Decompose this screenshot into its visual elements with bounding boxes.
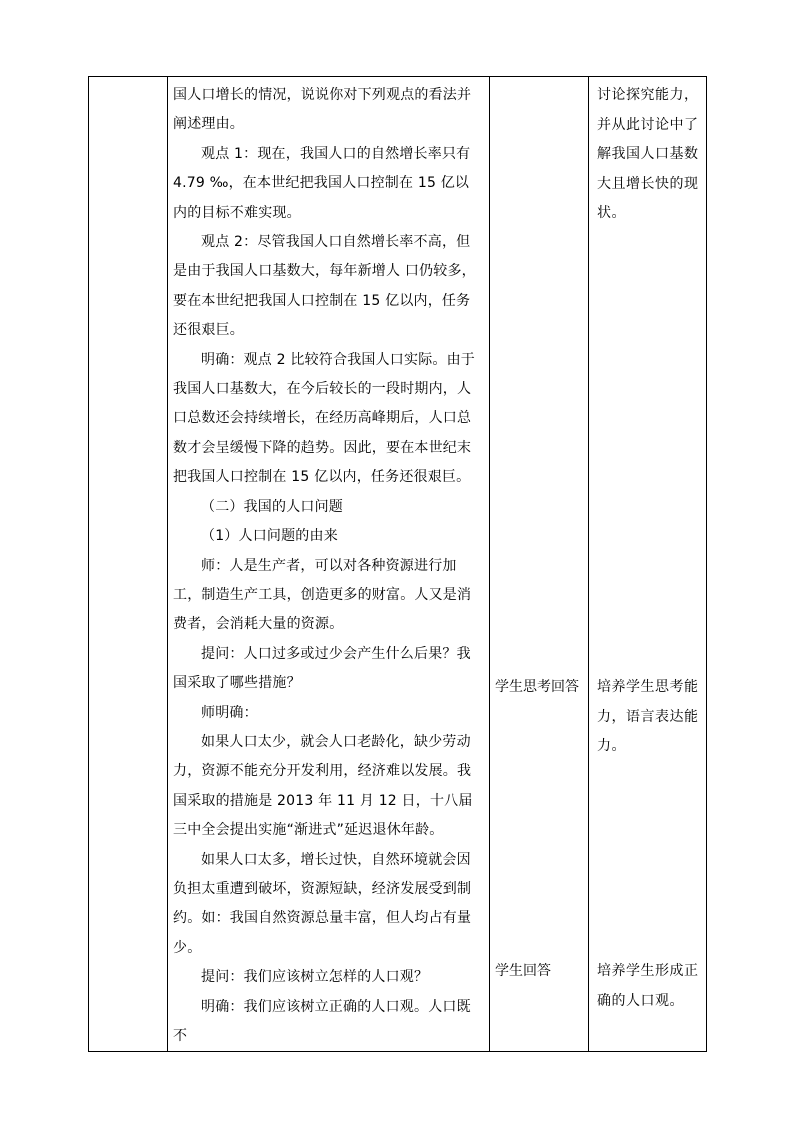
table-row [89,77,707,1052]
content-paragraph: 观点 1：现在，我国人口的自然增长率只有 4.79 ‰，在本世纪把我国人口控制在 15 亿以内的目标不难实现。 [173,145,471,221]
content-paragraph: 国人口增长的情况，说说你对下列观点的看法并阐述理由。 [173,87,472,133]
student-activity-text: 学生回答 [495,963,551,979]
content-paragraph: 观点 2：尽管我国人口自然增长率不高，但是由于我国人口基数大，每年新增人 口仍较多，要在本世纪把我国人口控制在 15 亿以内，任务还很艰巨。 [173,234,476,339]
content-paragraph: 提问：我们应该树立怎样的人口观？ [201,969,429,986]
design-purpose-text: 培养学生形成正确的人口观。 [597,963,699,1009]
design-purpose-cell [589,77,707,1052]
teaching-content-cell [168,77,490,1052]
content-paragraph: 如果人口太少，就会人口老龄化，缺少劳动力，资源不能充分开发利用，经济难以发展。我国采取的措施是 2013 年 11 月 12 日，十八届三中全会提出实施“渐进式”延迟退休年龄。 [173,733,473,839]
content-paragraph: 师明确： [201,704,258,721]
stage-cell [89,77,168,1052]
section-heading: （二）我国的人口问题 [201,498,343,515]
design-purpose-text: 培养学生思考能力，语言表达能力。 [597,679,699,755]
teaching-content [168,77,489,1051]
design-purpose-text: 讨论探究能力，并从此讨论中了解我国人口基数大且增长快的现状。 [597,87,699,222]
content-paragraph: 如果人口太多，增长过快，自然环境就会因负担太重遭到破坏，资源短缺，经济发展受到制约。如：我国自然资源总量丰富，但人均占有量少。 [173,851,472,956]
content-paragraph: 明确：我们应该树立正确的人口观。人口既不 [173,998,471,1044]
content-paragraph: 明确：观点 2 比较符合我国人口实际。由于我国人口基数大，在今后较长的一段时期内，人口总数还会持续增长，在经历高峰期后，人口总数才会呈缓慢下降的趋势。因此，要在本世纪末把我国人口控制在 15 亿以内，任务还很艰巨。 [173,351,476,486]
content-paragraph: 师：人是生产者，可以对各种资源进行加工，制造生产工具，创造更多的财富。人又是消费者，会消耗大量的资源。 [173,557,472,633]
student-activity-cell [490,77,589,1052]
content-paragraph: 提问：人口过多或过少会产生什么后果？我国采取了哪些措施？ [173,645,471,692]
student-activity-text: 学生思考回答 [495,679,579,695]
subsection-heading: （1）人口问题的由来 [201,528,338,545]
lesson-plan-table [88,76,707,1052]
